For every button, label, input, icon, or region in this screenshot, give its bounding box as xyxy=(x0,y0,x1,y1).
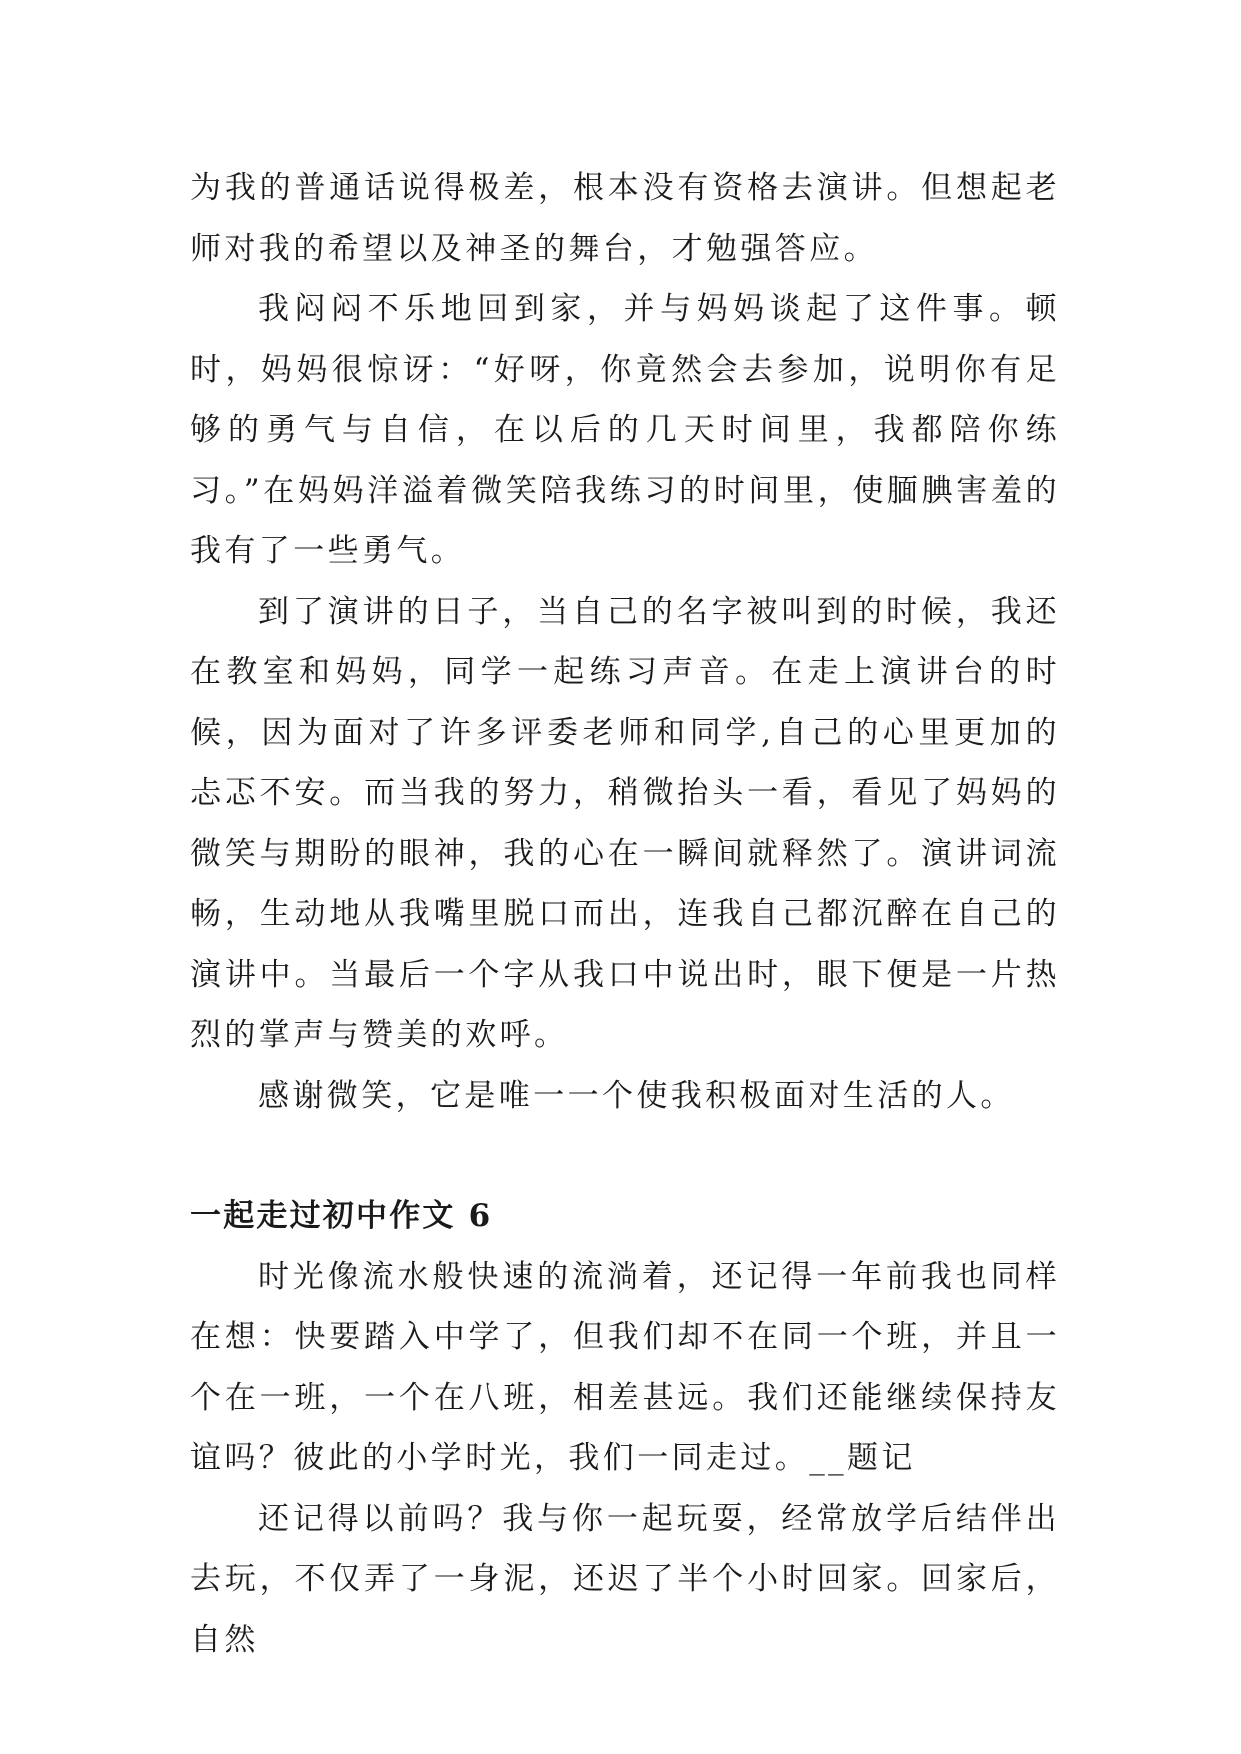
section-gap xyxy=(190,1126,1060,1186)
paragraph: 时光像流水般快速的流淌着，还记得一年前我也同样在想：快要踏入中学了，但我们却不在同一个班，并且一个在一班，一个在八班，相差甚远。我们还能继续保持友谊吗？彼此的小学时光，我们一同走过。__题记 xyxy=(190,1258,1060,1476)
paragraph: 我闷闷不乐地回到家，并与妈妈谈起了这件事。顿时，妈妈很惊讶：“好呀，你竟然会去参加，说明你有足够的勇气与自信，在以后的几天时间里，我都陪你练习。”在妈妈洋溢着微笑陪我练习的时间里，使腼腆害羞的我有了一些勇气。 xyxy=(190,291,1060,569)
paragraph: 感谢微笑，它是唯一一个使我积极面对生活的人。 xyxy=(258,1077,1015,1114)
paragraph-continued: 为我的普通话说得极差，根本没有资格去演讲。但想起老师对我的希望以及神圣的舞台，才勉强答应。 xyxy=(190,170,1060,267)
document-body xyxy=(190,158,1060,1670)
paragraph: 还记得以前吗？我与你一起玩耍，经常放学后结伴出去玩，不仅弄了一身泥，还迟了半个小时回家。回家后，自然 xyxy=(190,1500,1060,1658)
paragraph: 到了演讲的日子，当自己的名字被叫到的时候，我还在教室和妈妈，同学一起练习声音。在走上演讲台的时候，因为面对了许多评委老师和同学,自己的心里更加的忐忑不安。而当我的努力，稍微抬头一看，看见了妈妈的微笑与期盼的眼神，我的心在一瞬间就释然了。演讲词流畅，生动地从我嘴里脱口而出，连我自己都沉醉在自己的演讲中。当最后一个字从我口中说出时，眼下便是一片热烈的掌声与赞美的欢呼。 xyxy=(190,593,1060,1053)
section-title: 一起走过初中作文 6 xyxy=(190,1198,493,1234)
